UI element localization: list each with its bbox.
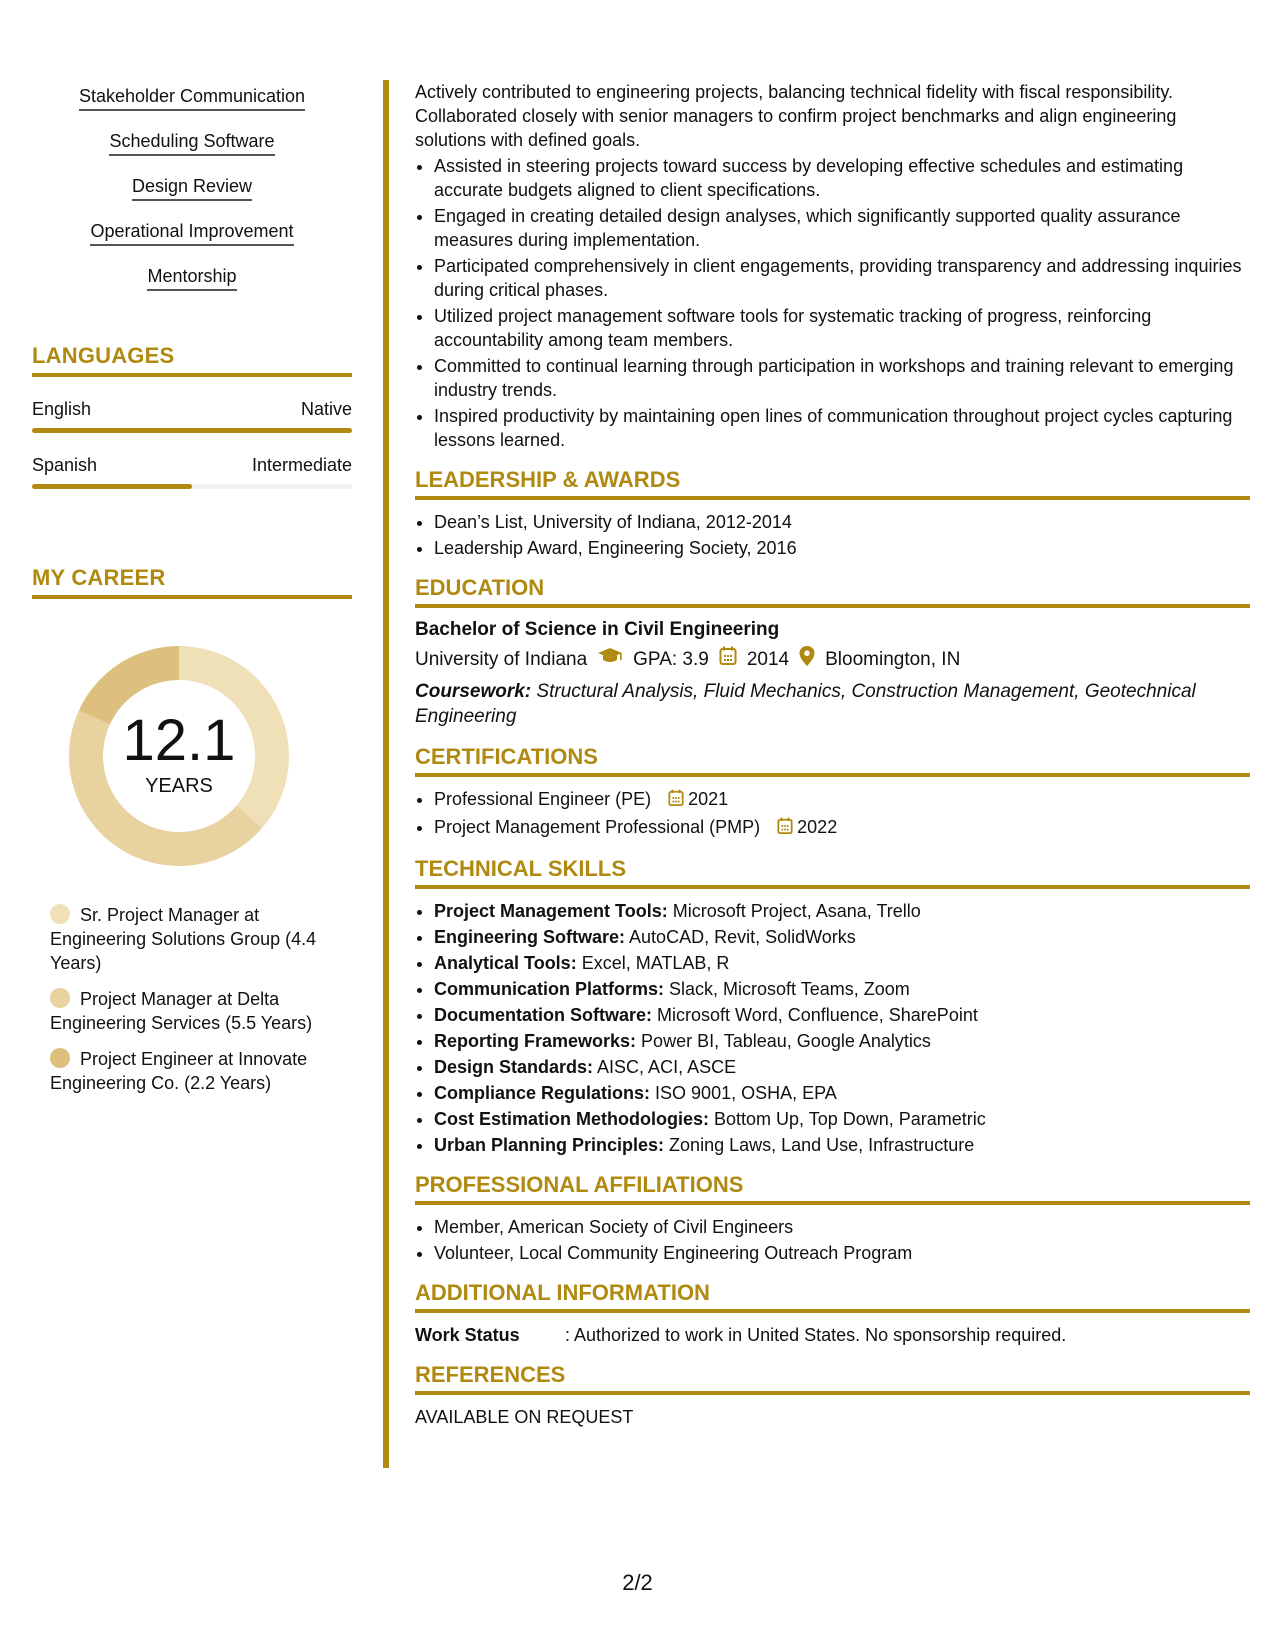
skill-values: Power BI, Tableau, Google Analytics: [636, 1031, 931, 1051]
certifications-list: [415, 787, 1250, 841]
list-item: [434, 815, 1250, 841]
list-item: • Dean’s List, University of Indiana, 2012-2014: [434, 510, 1250, 534]
skill-category: Design Standards:: [434, 1057, 594, 1077]
list-item: [434, 1081, 1250, 1105]
column-divider: [383, 80, 389, 1468]
list-item: [434, 1029, 1250, 1053]
legend-dot: [50, 988, 70, 1008]
career-legend: [32, 903, 352, 1095]
left-column: [32, 84, 352, 1107]
affiliations-heading: PROFESSIONAL AFFILIATIONS: [415, 1173, 1250, 1205]
coursework-label: Coursework:: [415, 681, 532, 702]
language-proficiency-bar: [32, 484, 352, 489]
list-item: [434, 1055, 1250, 1079]
legend-dot: [50, 904, 70, 924]
education-school: University of Indiana: [415, 648, 588, 670]
skill-values: Excel, MATLAB, R: [576, 953, 730, 973]
skill-category: Project Management Tools:: [434, 901, 668, 921]
list-item: [434, 787, 1250, 813]
skill-values: Zoning Laws, Land Use, Infrastructure: [664, 1135, 975, 1155]
skill-tag: Mentorship: [147, 264, 236, 291]
education-gpa: GPA: 3.9: [633, 648, 709, 670]
list-item: • Engaged in creating detailed design analyses, which significantly supported quality assurance measures during implementation.: [434, 204, 1250, 252]
career-legend-label: Sr. Project Manager at Engineering Solutions Group (4.4 Years): [50, 905, 317, 973]
career-total-years: 12.1: [122, 708, 236, 773]
leadership-heading: LEADERSHIP & AWARDS: [415, 468, 1250, 500]
work-status-label: Work Status: [415, 1325, 520, 1345]
skill-category: Reporting Frameworks:: [434, 1031, 637, 1051]
skill-tag: Stakeholder Communication: [79, 84, 305, 111]
language-name: Spanish: [32, 455, 98, 475]
certification-year: 2021: [688, 789, 729, 809]
education-degree: Bachelor of Science in Civil Engineering: [415, 619, 780, 640]
career-legend-item: [50, 1047, 330, 1095]
career-legend-item: [50, 987, 330, 1035]
language-name: English: [32, 399, 92, 419]
skills-list: [32, 84, 352, 309]
technical-skills-heading: TECHNICAL SKILLS: [415, 857, 1250, 889]
career-legend-label: Project Engineer at Innovate Engineering Co. (2.2 Years): [50, 1049, 308, 1093]
education-year: 2014: [746, 648, 790, 670]
skill-tag: Scheduling Software: [109, 129, 274, 156]
references-heading: REFERENCES: [415, 1363, 1250, 1395]
coursework-value: Structural Analysis, Fluid Mechanics, Construction Management, Geotechnical Engineering: [415, 681, 1196, 727]
language-proficiency-fill: [32, 484, 192, 489]
list-item: [434, 977, 1250, 1001]
career-legend-item: [50, 903, 330, 975]
career-heading: MY CAREER: [32, 565, 352, 599]
technical-skills-list: [415, 899, 1250, 1157]
certification-year: 2022: [797, 817, 838, 837]
language-level: Native: [300, 399, 352, 419]
calendar-icon: [668, 789, 684, 813]
career-total-unit: YEARS: [145, 775, 213, 797]
education-coursework: [415, 679, 1250, 729]
skill-category: Communication Platforms:: [434, 979, 665, 999]
language-level: Intermediate: [251, 455, 352, 475]
page-number: 2/2: [622, 1570, 653, 1595]
list-item: • Leadership Award, Engineering Society, 2016: [434, 536, 1250, 560]
experience-bullets: [415, 154, 1250, 452]
experience-summary: Actively contributed to engineering projects, balancing technical fidelity with fiscal responsibility. Collaborated closely with senior managers to confirm project benchmarks and align engineering solutions with defined goals.: [415, 82, 1177, 150]
list-item: • Volunteer, Local Community Engineering Outreach Program: [434, 1241, 1250, 1265]
skill-category: Engineering Software:: [434, 927, 626, 947]
skill-values: Slack, Microsoft Teams, Zoom: [664, 979, 910, 999]
leadership-list: [415, 510, 1250, 560]
list-item: • Utilized project management software tools for systematic tracking of progress, reinforcing accountability among team members.: [434, 304, 1250, 352]
list-item: [434, 1003, 1250, 1027]
skill-tag: Operational Improvement: [90, 219, 293, 246]
right-column: [415, 80, 1250, 1429]
calendar-icon: [719, 646, 737, 673]
work-status-row: [415, 1323, 1250, 1347]
list-item: [434, 899, 1250, 923]
skill-category: Documentation Software:: [434, 1005, 653, 1025]
language-proficiency-bar: [32, 428, 352, 433]
skill-category: Analytical Tools:: [434, 953, 577, 973]
calendar-icon: [777, 817, 793, 841]
list-item: • Participated comprehensively in client engagements, providing transparency and addressing inquiries during critical phases.: [434, 254, 1250, 302]
skill-category: Urban Planning Principles:: [434, 1135, 665, 1155]
list-item: • Member, American Society of Civil Engineers: [434, 1215, 1250, 1239]
language-entry: [32, 455, 352, 489]
list-item: [434, 925, 1250, 949]
languages-heading: LANGUAGES: [32, 343, 352, 377]
location-pin-icon: [799, 646, 815, 673]
list-item: [434, 1133, 1250, 1157]
career-donut-chart: [66, 643, 292, 869]
language-entry: [32, 399, 352, 433]
list-item: [434, 1107, 1250, 1131]
education-heading: EDUCATION: [415, 576, 1250, 608]
education-meta: [415, 646, 1250, 673]
list-item: • Assisted in steering projects toward success by developing effective schedules and estimating accurate budgets aligned to client specifications.: [434, 154, 1250, 202]
certification-name: Professional Engineer (PE): [434, 789, 652, 809]
skill-category: Cost Estimation Methodologies:: [434, 1109, 710, 1129]
skill-values: AISC, ACI, ASCE: [593, 1057, 737, 1077]
certifications-heading: CERTIFICATIONS: [415, 745, 1250, 777]
list-item: • Committed to continual learning through participation in workshops and training relevant to emerging industry trends.: [434, 354, 1250, 402]
affiliations-list: [415, 1215, 1250, 1265]
legend-dot: [50, 1048, 70, 1068]
skill-values: Microsoft Word, Confluence, SharePoint: [652, 1005, 978, 1025]
list-item: • Inspired productivity by maintaining open lines of communication throughout project cycles capturing lessons learned.: [434, 404, 1250, 452]
graduation-cap-icon: [597, 647, 623, 672]
work-status-value: : Authorized to work in United States. No sponsorship required.: [565, 1325, 1067, 1345]
skill-tag: Design Review: [132, 174, 252, 201]
list-item: [434, 951, 1250, 975]
skill-values: ISO 9001, OSHA, EPA: [650, 1083, 837, 1103]
certification-name: Project Management Professional (PMP): [434, 817, 761, 837]
additional-info-heading: ADDITIONAL INFORMATION: [415, 1281, 1250, 1313]
references-value: AVAILABLE ON REQUEST: [415, 1407, 634, 1427]
skill-values: Bottom Up, Top Down, Parametric: [709, 1109, 986, 1129]
language-proficiency-fill: [32, 428, 352, 433]
education-location: Bloomington, IN: [825, 648, 961, 670]
skill-category: Compliance Regulations:: [434, 1083, 651, 1103]
skill-values: AutoCAD, Revit, SolidWorks: [625, 927, 856, 947]
career-legend-label: Project Manager at Delta Engineering Services (5.5 Years): [50, 989, 313, 1033]
skill-values: Microsoft Project, Asana, Trello: [667, 901, 921, 921]
